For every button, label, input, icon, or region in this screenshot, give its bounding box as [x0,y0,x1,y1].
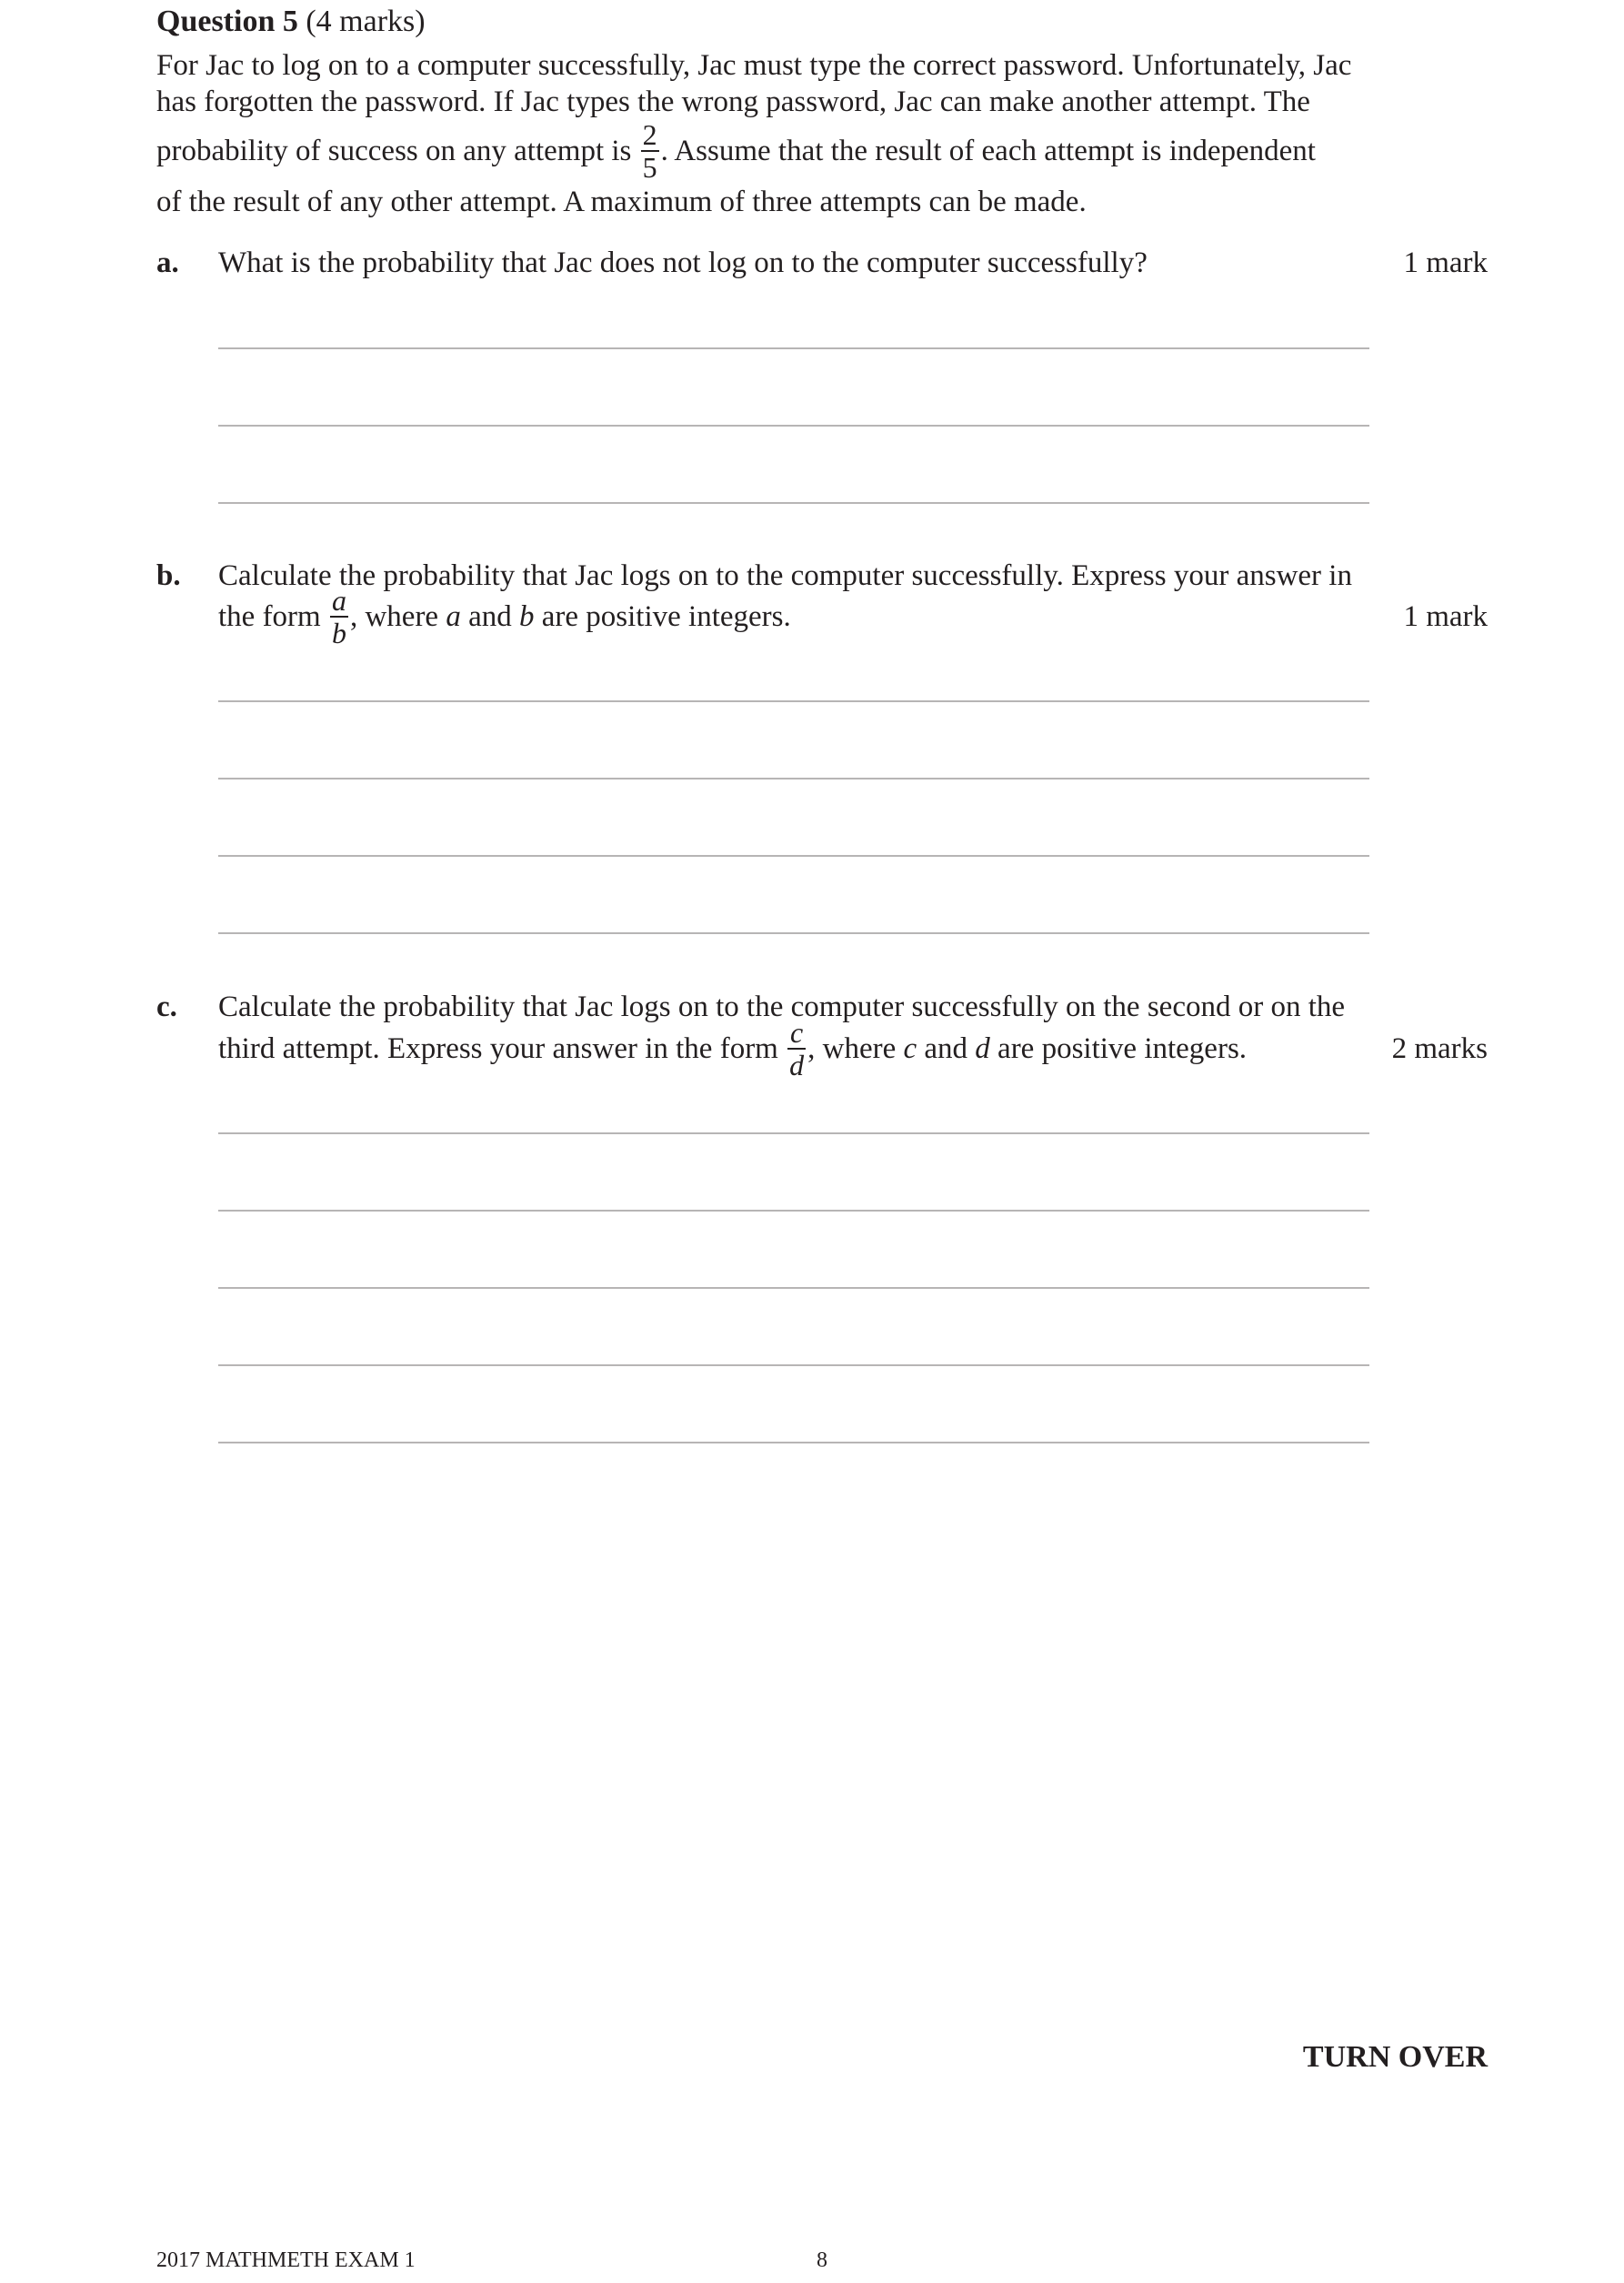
part-c-line-2 [218,1014,1247,1083]
fraction-numerator: c [787,1017,806,1050]
question-marks: (4 marks) [306,5,426,38]
fraction-numerator: 2 [642,118,657,152]
stem-line-4: of the result of any other attempt. A maximum of three attempts can be made. [156,186,1087,218]
stem-line-1: For Jac to log on to a computer successfully, Jac must type the correct password. Unfortunately, Jac [156,49,1352,82]
question-heading [156,2,426,42]
part-c-label: c. [156,991,177,1023]
stem-line-3 [156,116,1375,186]
footer-exam-title: 2017 MATHMETH EXAM 1 [156,2248,416,2272]
variable-d: d [975,1032,990,1065]
part-a-label: a. [156,246,179,279]
part-b-marks: 1 mark [1403,600,1488,633]
answer-line[interactable] [218,425,1369,427]
part-a-marks: 1 mark [1403,246,1488,279]
part-a-text: What is the probability that Jac does not log on to the computer successfully? [218,246,1148,279]
answer-line[interactable] [218,347,1369,349]
part-b-where: , where [349,600,439,633]
part-c-line-1: Calculate the probability that Jac logs on to the computer successfully on the second or on the [218,991,1346,1023]
answer-line[interactable] [218,502,1369,504]
answer-line[interactable] [218,932,1369,934]
answer-line[interactable] [218,778,1369,779]
success-probability-fraction [641,119,659,183]
fraction-denominator: d [789,1049,805,1082]
question-number: Question 5 [156,5,298,38]
part-b-line-2-end: are positive integers. [541,600,791,633]
answer-line[interactable] [218,1132,1369,1134]
turn-over-label: TURN OVER [1302,2040,1488,2074]
variable-c: c [903,1032,917,1065]
part-b-line-1: Calculate the probability that Jac logs on to the computer successfully. Express your answer in [218,559,1352,592]
part-c-marks: 2 marks [1391,1032,1488,1065]
form-a-over-b-fraction [330,585,348,649]
part-b-line-2-start: the form [218,600,321,633]
answer-line[interactable] [218,1287,1369,1289]
part-b-and: and [468,600,512,633]
variable-a: a [446,600,461,633]
stem-line-2: has forgotten the password. If Jac types the wrong password, Jac can make another attempt. The [156,85,1310,118]
fraction-denominator: 5 [642,151,657,185]
form-c-over-d-fraction [787,1017,806,1081]
answer-line[interactable] [218,700,1369,702]
answer-line[interactable] [218,1210,1369,1212]
part-c-and: and [924,1032,968,1065]
variable-b: b [519,600,535,633]
part-c-line-2-start: third attempt. Express your answer in the form [218,1032,778,1065]
part-b-label: b. [156,559,181,592]
part-c-where: , where [807,1032,897,1065]
answer-line[interactable] [218,855,1369,857]
stem-line-3-end: . Assume that the result of each attempt is independent [660,135,1316,167]
footer-page-number: 8 [817,2248,827,2272]
stem-line-3-start: probability of success on any attempt is [156,135,632,167]
answer-line[interactable] [218,1442,1369,1443]
part-b-line-2 [218,582,791,651]
fraction-denominator: b [331,617,346,650]
part-c-line-2-end: are positive integers. [997,1032,1248,1065]
answer-line[interactable] [218,1364,1369,1366]
fraction-numerator: a [331,584,346,618]
